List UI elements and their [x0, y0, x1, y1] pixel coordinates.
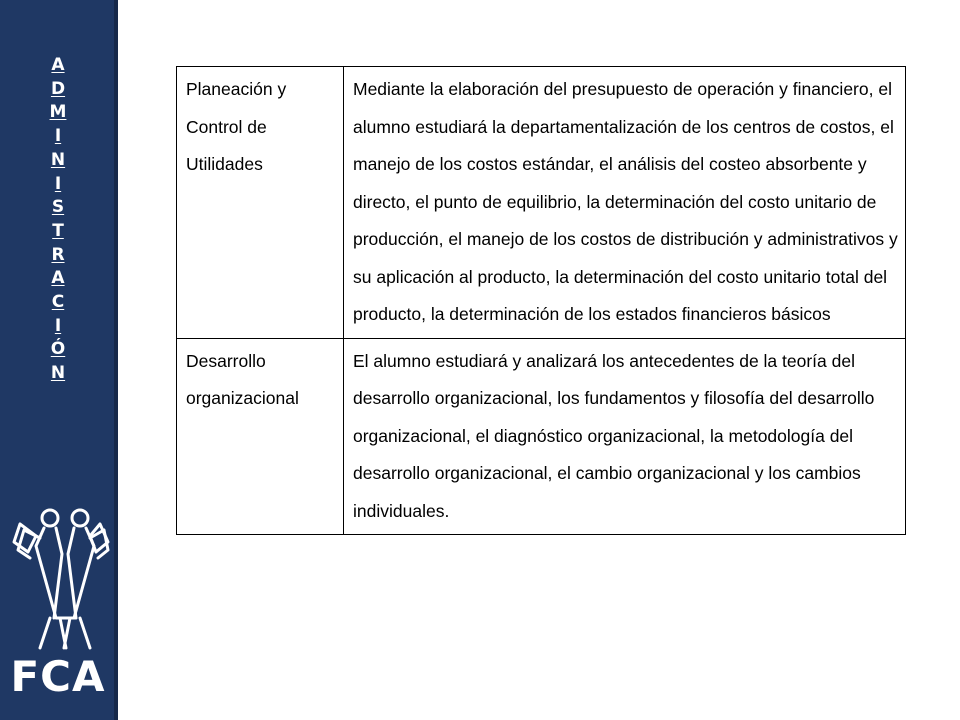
fca-logo-text: FCA: [10, 652, 106, 701]
course-name: Planeación y Control de Utilidades: [177, 67, 344, 339]
title-letter: Ó: [50, 339, 66, 360]
title-letter: T: [52, 220, 64, 241]
vertical-title: [0, 54, 116, 386]
title-letter: I: [54, 173, 62, 194]
title-letter: N: [50, 149, 66, 170]
title-letter: D: [50, 78, 66, 99]
title-letter: A: [51, 55, 65, 75]
title-letter: M: [49, 102, 67, 123]
title-letter: C: [51, 292, 65, 313]
title-letter: N: [50, 363, 66, 384]
table-row: [177, 338, 906, 535]
title-letter: I: [54, 126, 62, 147]
title-letter: I: [54, 315, 62, 336]
title-letter: S: [51, 197, 65, 218]
course-description: El alumno estudiará y analizará los antecedentes de la teoría del desarrollo organizacional, los fundamentos y filosofía del desarrollo organizacional, el diagnóstico organizacional, la metodología del desarrollo organizacional, el cambio organizacional y los cambios individuales.: [344, 338, 906, 535]
title-letter: A: [51, 268, 65, 289]
courses-table: [176, 66, 906, 535]
title-letter: R: [51, 244, 65, 265]
table-row: [177, 67, 906, 339]
course-name: Desarrollo organizacional: [177, 338, 344, 535]
course-description: Mediante la elaboración del presupuesto de operación y financiero, el alumno estudiará la departamentalización de los centros de costos, el manejo de los costos estándar, el análisis del costeo absorbente y directo, el punto de equilibrio, la determinación del costo unitario de producción, el manejo de los costos de distribución y administrativos y su aplicación al producto, la determinación del costo unitario total del producto, la determinación de los estados financieros básicos: [344, 67, 906, 339]
figures-logo-icon: [10, 502, 110, 652]
sidebar: [0, 0, 118, 720]
